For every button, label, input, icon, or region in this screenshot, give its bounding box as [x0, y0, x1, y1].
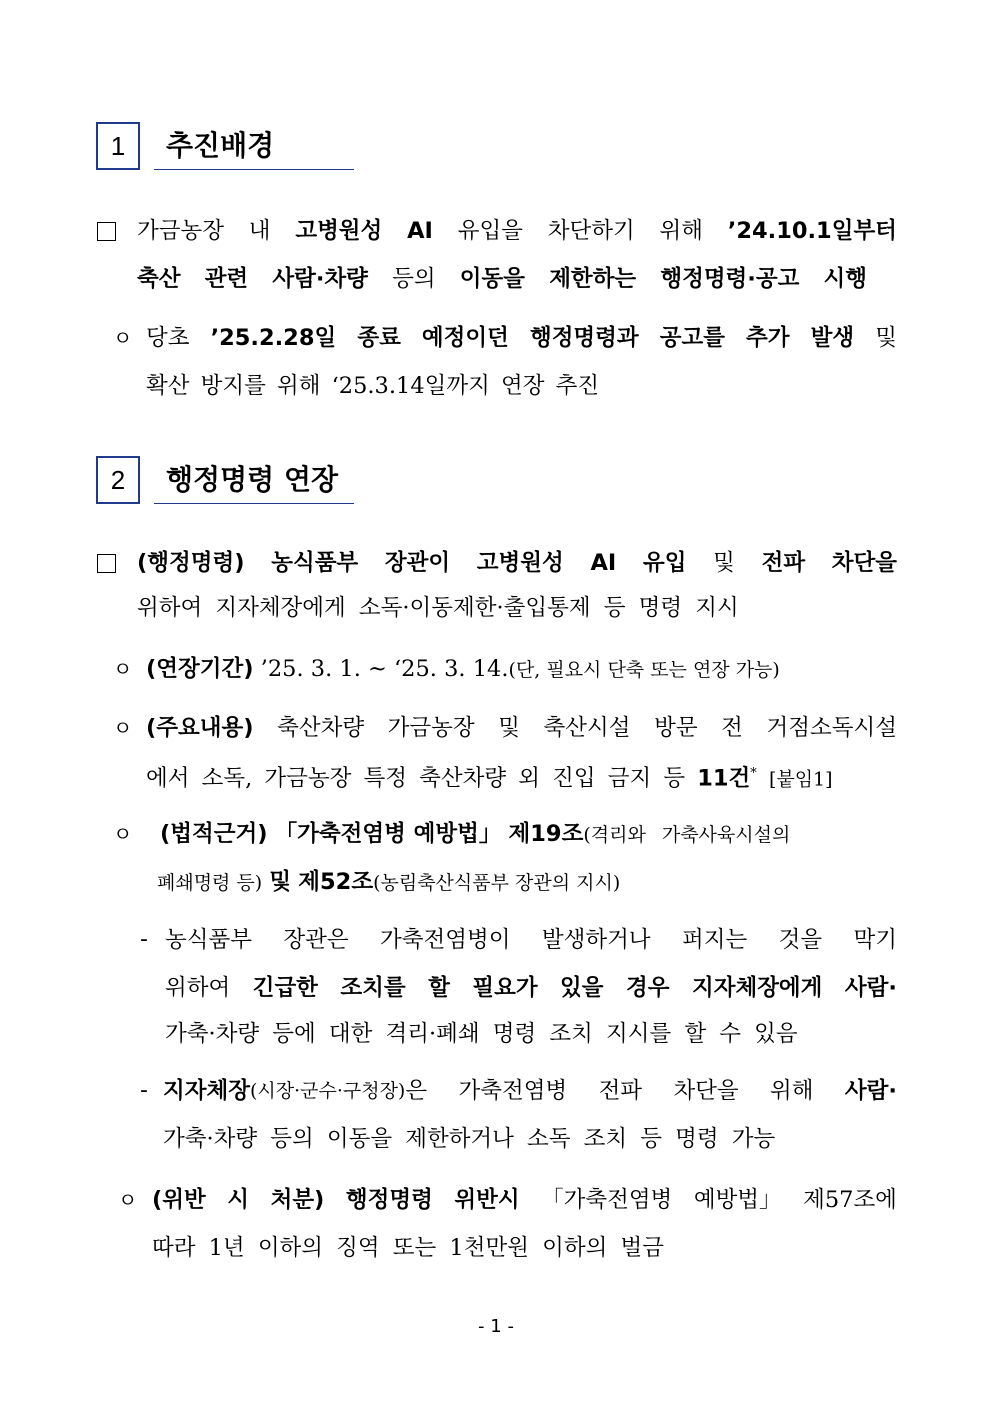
section-2-header [96, 456, 356, 506]
bullet-circle-icon: ㅇ [113, 326, 133, 350]
page-number: - 1 - [478, 1316, 514, 1337]
s2-dash1-line-2: 위하여 긴급한 조치를 할 필요가 있을 경우 지자체장에게 사람· [165, 975, 897, 1001]
section-number: 2 [96, 456, 140, 504]
bullet-circle-icon: ㅇ [113, 657, 133, 681]
s1-sub-line-2: 확산 방지를 위해 ‘25.3.14일까지 연장 추진 [146, 373, 600, 399]
s2-dash1-line-1: 농식품부 장관은 가축전염병이 발생하거나 퍼지는 것을 막기 [165, 927, 897, 953]
s2-penalty-line-2: 따라 1년 이하의 징역 또는 1천만원 이하의 벌금 [152, 1235, 664, 1261]
s2-period: (연장기간) ’25. 3. 1. ~ ‘25. 3. 14.(단, 필요시 단축 또는 연장 가능) [146, 656, 780, 682]
bullet-circle-icon: ㅇ [113, 822, 133, 846]
section-1-header [96, 122, 356, 172]
checkbox-icon [97, 554, 116, 573]
section-title: 행정명령 연장 [154, 456, 354, 504]
s2-penalty-line-1: (위반 시 처분) 행정명령 위반시 「가축전염병 예방법」 제57조에 [152, 1187, 897, 1213]
section-number: 1 [96, 122, 140, 170]
s2-content-line-1: (주요내용) 축산차량 가금농장 및 축산시설 방문 전 거점소독시설 [146, 715, 897, 741]
section-title: 추진배경 [154, 122, 354, 170]
s2-item-line-2: 위하여 지자체장에게 소독·이동제한·출입통제 등 명령 지시 [137, 595, 739, 621]
s2-dash1-line-3: 가축·차량 등에 대한 격리·폐쇄 명령 조치 지시를 할 수 있음 [165, 1021, 798, 1047]
checkbox-icon [97, 222, 116, 241]
s2-item-line-1: (행정명령) 농식품부 장관이 고병원성 AI 유입 및 전파 차단을 [137, 550, 897, 576]
bullet-circle-icon: ㅇ [113, 716, 133, 740]
s2-dash2-line-1: 지자체장 (시장·군수·구청장) 은 가축전염병 전파 차단을 위해 사람· [163, 1078, 897, 1104]
s2-content-line-2: 에서 소독, 가금농장 특정 축산차량 외 진입 금지 등 11건* [붙임1] [146, 765, 833, 792]
s2-dash2-line-2: 가축·차량 등의 이동을 제한하거나 소독 조치 등 명령 가능 [163, 1126, 776, 1152]
s1-sub-line-1: 당초 ’25.2.28일 종료 예정이던 행정명령과 공고를 추가 발생 및 [146, 325, 897, 351]
s1-item-line-1: 가금농장 내 고병원성 AI 유입을 차단하기 위해 ’24.10.1일부터 [137, 218, 897, 244]
s2-legal-line-1: (법적근거) 「가축전염병 예방법」 제19조(격리와 가축사육시설의 [160, 821, 791, 847]
bullet-circle-icon: ㅇ [118, 1188, 138, 1212]
s2-legal-line-2: 폐쇄명령 등) 및 제52조(농림축산식품부 장관의 지시) [157, 869, 621, 895]
dash-bullet: - [140, 1078, 148, 1103]
s1-item-line-2: 축산 관련 사람·차량 등의 이동을 제한하는 행정명령·공고 시행 [137, 266, 867, 292]
dash-bullet: - [140, 927, 148, 952]
